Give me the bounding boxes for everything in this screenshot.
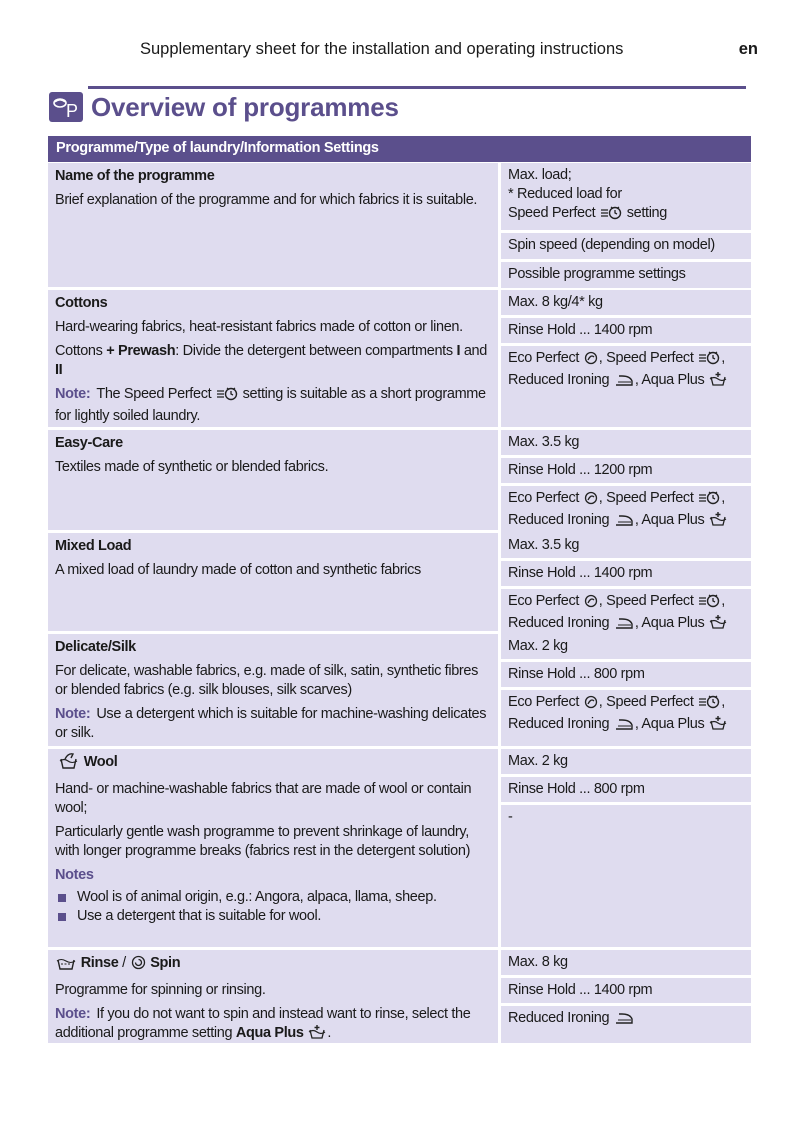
reduced-ironing-label: Reduced Ironing: [508, 512, 610, 528]
speed-perfect-icon: [600, 205, 622, 226]
wool-name-row: [55, 753, 490, 775]
speed-perfect-label: , Speed Perfect: [598, 694, 694, 710]
speed-perfect-icon: [698, 593, 720, 614]
iron-icon: [614, 513, 634, 533]
mixed-right: [501, 533, 751, 631]
mixed-settings: Eco Perfect , Speed Perfect , Reduced Ironing , Aqua Plus: [501, 589, 751, 640]
reduced-ironing-label: Reduced Ironing: [508, 372, 610, 388]
table-header: Programme/Type of laundry/Information Settings: [48, 136, 751, 163]
easycare-load: Max. 3.5 kg: [501, 430, 751, 458]
legend-spin-cell: Spin speed (depending on model): [501, 233, 751, 262]
table-row-mixed-load: [48, 533, 751, 634]
cottons-load: Max. 8 kg/4* kg: [501, 290, 751, 318]
wool-load: Max. 2 kg: [501, 749, 751, 777]
prewash-prefix: Cottons: [55, 343, 103, 359]
iron-icon: [614, 1011, 634, 1031]
compartment-2: II: [55, 362, 63, 378]
cottons-prewash: [55, 342, 490, 380]
delicate-right: [501, 634, 751, 746]
spin-icon: [131, 955, 146, 976]
iron-icon: [614, 717, 634, 737]
aqua-plus-label: , Aqua Plus: [634, 615, 705, 631]
prewash-bold: + Prewash: [106, 343, 176, 359]
rinse-left: [48, 950, 501, 1043]
programme-description: Brief explanation of the programme and for which fabrics it is suitable.: [55, 192, 478, 208]
iron-icon: [614, 616, 634, 636]
table-row-rinse-spin: [48, 950, 751, 1043]
table-row-legend: [48, 163, 751, 290]
eco-perfect-icon: [584, 351, 598, 371]
legend-settings-cell: Possible programme settings: [501, 262, 751, 288]
prewash-text: : Divide the detergent between compartments: [175, 343, 453, 359]
mixed-spin: Rinse Hold ... 1400 rpm: [501, 561, 751, 589]
easycare-right: [501, 430, 751, 530]
rinse-name-row: [55, 954, 490, 976]
mixed-name: Mixed Load: [55, 538, 132, 554]
delicate-spin: Rinse Hold ... 800 rpm: [501, 662, 751, 690]
rinse-note-text: If you do not want to spin and instead want to rinse, select the additional programme setting: [55, 1006, 471, 1041]
easycare-left: [48, 430, 501, 530]
aqua-plus-bold: Aqua Plus: [235, 1025, 304, 1041]
aqua-plus-icon: [308, 1025, 326, 1046]
legend-right: [501, 163, 751, 287]
notes-title: Notes: [55, 867, 94, 883]
bullet-text: Use a detergent that is suitable for wool.: [77, 908, 322, 924]
speed-perfect-icon: [698, 694, 720, 715]
reduced-ironing-label: Reduced Ironing: [508, 1010, 610, 1026]
bullet-square-icon: [58, 913, 66, 921]
mixed-description: A mixed load of laundry made of cotton and synthetic fabrics: [55, 562, 421, 578]
eco-perfect-label: Eco Perfect: [508, 350, 580, 366]
eco-perfect-icon: [584, 491, 598, 511]
wool-name: Wool: [83, 754, 118, 770]
rinse-settings: [501, 1006, 751, 1043]
wool-right: [501, 749, 751, 947]
setting-word: setting: [626, 205, 667, 221]
cottons-note: [55, 385, 490, 426]
rinse-icon: [56, 957, 76, 976]
svg-text:P: P: [66, 101, 79, 120]
cottons-spin: Rinse Hold ... 1400 rpm: [501, 318, 751, 346]
eco-perfect-icon: [584, 594, 598, 614]
aqua-plus-label: , Aqua Plus: [634, 716, 705, 732]
cottons-description: Hard-wearing fabrics, heat-resistant fabrics made of cotton or linen.: [55, 319, 463, 335]
speed-perfect-icon: [698, 350, 720, 371]
rinse-load: Max. 8 kg: [501, 950, 751, 978]
cottons-settings: Eco Perfect , Speed Perfect , Reduced Ironing , Aqua Plus: [501, 346, 751, 427]
load-line-3: [508, 204, 743, 226]
legend-load-cell: [501, 163, 751, 233]
speed-perfect-label: , Speed Perfect: [598, 350, 694, 366]
speed-perfect-label: Speed Perfect: [508, 205, 596, 221]
delicate-name: Delicate/Silk: [55, 639, 136, 655]
cottons-right: [501, 290, 751, 427]
easycare-spin: Rinse Hold ... 1200 rpm: [501, 458, 751, 486]
note-label: Note:: [55, 1006, 91, 1022]
speed-perfect-icon: [216, 386, 238, 407]
spin-name: Spin: [150, 955, 181, 971]
cottons-left: [48, 290, 501, 427]
delicate-note: [55, 705, 490, 743]
easycare-settings: Eco Perfect , Speed Perfect , Reduced Ironing , Aqua Plus: [501, 486, 751, 537]
wool-spin: Rinse Hold ... 800 rpm: [501, 777, 751, 805]
aqua-plus-label: , Aqua Plus: [634, 372, 705, 388]
delicate-settings: Eco Perfect , Speed Perfect , Reduced Ironing , Aqua Plus: [501, 690, 751, 746]
wool-settings: -: [501, 805, 751, 947]
rinse-spin: Rinse Hold ... 1400 rpm: [501, 978, 751, 1006]
wool-description-2: Particularly gentle wash programme to prevent shrinkage of laundry, with longer programme breaks (fabrics rest in the detergent solution): [55, 824, 471, 859]
delicate-load: Max. 2 kg: [501, 634, 751, 662]
eco-perfect-label: Eco Perfect: [508, 593, 580, 609]
eco-perfect-label: Eco Perfect: [508, 490, 580, 506]
wool-description-1: Hand- or machine-washable fabrics that are made of wool or contain wool;: [55, 781, 472, 816]
wool-bullet-1: [55, 888, 490, 907]
load-line-1: Max. load;: [508, 167, 572, 183]
wool-bullet-2: [55, 907, 490, 926]
aqua-plus-icon: [709, 716, 727, 737]
rinse-description: Programme for spinning or rinsing.: [55, 982, 266, 998]
programme-p-icon: [49, 92, 83, 122]
programme-name: Name of the programme: [55, 168, 215, 184]
eco-perfect-icon: [584, 695, 598, 715]
aqua-plus-icon: [709, 512, 727, 533]
load-line-2: * Reduced load for: [508, 186, 622, 202]
section-title: Overview of programmes: [91, 91, 399, 122]
mixed-load: Max. 3.5 kg: [501, 533, 751, 561]
note-suffix: setting is suitable as a short programme for lightly soiled laundry.: [55, 386, 486, 424]
wool-hand-wash-icon: [59, 753, 79, 775]
note-label: Note:: [55, 706, 91, 722]
delicate-left: [48, 634, 501, 746]
speed-perfect-label: , Speed Perfect: [598, 593, 694, 609]
rinse-note: [55, 1005, 490, 1046]
note-label: Note:: [55, 386, 91, 402]
section-heading: [49, 89, 399, 125]
note-prefix: The Speed Perfect: [96, 386, 212, 402]
reduced-ironing-label: Reduced Ironing: [508, 615, 610, 631]
slash: /: [122, 955, 126, 971]
reduced-ironing-label: Reduced Ironing: [508, 716, 610, 732]
legend-left: [48, 163, 501, 287]
easycare-name: Easy-Care: [55, 435, 123, 451]
speed-perfect-label: , Speed Perfect: [598, 490, 694, 506]
rinse-right: [501, 950, 751, 1043]
aqua-plus-icon: [709, 372, 727, 393]
compartment-1: I: [456, 343, 461, 359]
and-word: and: [463, 343, 487, 359]
delicate-description: For delicate, washable fabrics, e.g. made of silk, satin, synthetic fibres or blended fabrics (e.g. silk blouses, silk scarves): [55, 663, 478, 698]
bullet-square-icon: [58, 894, 66, 902]
bullet-text: Wool is of animal origin, e.g.: Angora, alpaca, llama, sheep.: [77, 889, 437, 905]
table-row-easy-care: [48, 430, 751, 533]
period: .: [327, 1025, 332, 1041]
speed-perfect-icon: [698, 490, 720, 511]
aqua-plus-icon: [709, 615, 727, 636]
delicate-note-text: Use a detergent which is suitable for machine-washing delicates or silk.: [55, 706, 487, 741]
table-row-delicate-silk: [48, 634, 751, 749]
rinse-name: Rinse: [80, 955, 119, 971]
wool-left: [48, 749, 501, 947]
programme-table: [48, 136, 751, 1043]
easycare-description: Textiles made of synthetic or blended fabrics.: [55, 459, 329, 475]
aqua-plus-label: , Aqua Plus: [634, 512, 705, 528]
table-row-wool: [48, 749, 751, 950]
table-row-cottons: [48, 290, 751, 430]
running-title: Supplementary sheet for the installation and operating instructions: [140, 40, 624, 58]
mixed-left: [48, 533, 501, 631]
running-header: [0, 40, 802, 62]
iron-icon: [614, 373, 634, 393]
language-code: en: [738, 40, 758, 58]
eco-perfect-label: Eco Perfect: [508, 694, 580, 710]
cottons-name: Cottons: [55, 295, 108, 311]
